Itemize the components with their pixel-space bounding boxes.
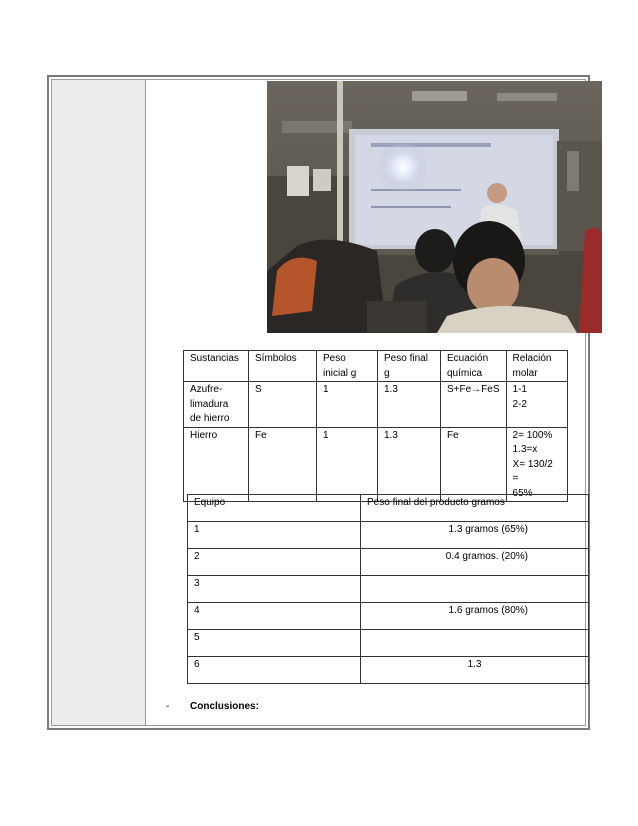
table-cell: S+Fe→FeS: [441, 382, 507, 428]
table-cell: 1.3: [378, 427, 441, 502]
table-cell: Fe: [441, 427, 507, 502]
table-cell: Azufre- limadura de hierro: [184, 382, 249, 428]
header-cell: Sustancias: [184, 351, 249, 382]
table-row: [188, 522, 589, 549]
table-cell: 1.3: [378, 382, 441, 428]
table-row: [188, 576, 589, 603]
team-number-cell: 3: [188, 576, 361, 603]
team-weight-cell: 1.3 gramos (65%): [361, 522, 589, 549]
team-number-cell: 1: [188, 522, 361, 549]
document-frame: [47, 75, 590, 730]
table-row: [188, 657, 589, 684]
header-cell: Ecuación química: [441, 351, 507, 382]
team-weight-cell: [361, 576, 589, 603]
header-cell: Peso final del producto gramos: [361, 495, 589, 522]
table-cell: Fe: [249, 427, 317, 502]
table-row: [188, 630, 589, 657]
table-cell: 1-1 2-2: [506, 382, 567, 428]
team-weight-cell: 1.3: [361, 657, 589, 684]
team-weight-cell: 1.6 gramos (80%): [361, 603, 589, 630]
team-number-cell: 4: [188, 603, 361, 630]
conclusions-heading: [166, 701, 259, 712]
team-weight-cell: [361, 630, 589, 657]
table-header-row: [188, 495, 589, 522]
table-cell: S: [249, 382, 317, 428]
teams-table: [187, 494, 589, 684]
table-row: [184, 382, 568, 428]
content-column: [146, 80, 585, 725]
bullet-dash: -: [166, 701, 170, 712]
table-row: [188, 603, 589, 630]
team-weight-cell: 0.4 gramos. (20%): [361, 549, 589, 576]
header-cell: Peso inicial g: [317, 351, 378, 382]
table-cell: 2= 100% 1.3=x X= 130/2 = 65%: [506, 427, 567, 502]
left-shaded-column: [52, 80, 146, 725]
conclusions-label: Conclusiones:: [190, 701, 259, 712]
header-cell: Relación molar: [506, 351, 567, 382]
table-cell: 1: [317, 427, 378, 502]
frame-inner-border: [51, 79, 586, 726]
classroom-photo: [267, 81, 602, 333]
team-number-cell: 5: [188, 630, 361, 657]
header-cell: Peso final g: [378, 351, 441, 382]
table-cell: Hierro: [184, 427, 249, 502]
header-cell: Equipo: [188, 495, 361, 522]
team-number-cell: 2: [188, 549, 361, 576]
table-header-row: [184, 351, 568, 382]
table-row: [184, 427, 568, 502]
header-cell: Símbolos: [249, 351, 317, 382]
team-number-cell: 6: [188, 657, 361, 684]
table-row: [188, 549, 589, 576]
table-cell: 1: [317, 382, 378, 428]
substances-table: [183, 350, 568, 502]
